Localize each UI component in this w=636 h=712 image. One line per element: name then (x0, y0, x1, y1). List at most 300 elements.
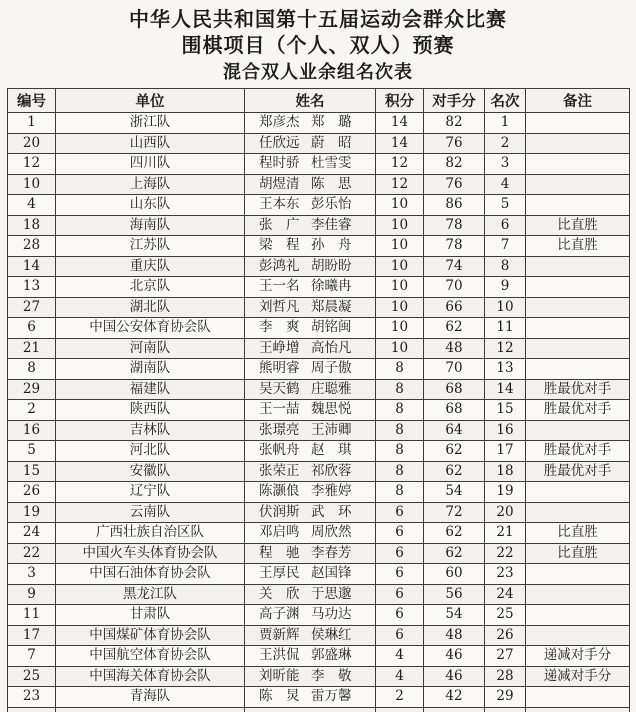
table-row (8, 646, 630, 667)
cell-number: 8 (8, 359, 56, 380)
cell-remark: 递减对手分 (526, 666, 630, 687)
cell-opponent-score: 76 (424, 174, 485, 195)
table-row (8, 605, 630, 626)
cell-number: 10 (8, 174, 56, 195)
cell-unit: 陕西队 (56, 400, 245, 421)
table-row (8, 523, 630, 544)
player1-name: 张璟亮 (259, 421, 300, 438)
table-row (8, 195, 630, 216)
cell-number: 6 (8, 318, 56, 339)
cell-unit: 中国煤矿体育协会队 (56, 625, 245, 646)
cell-rank: 15 (485, 400, 526, 421)
player2-name: 胡盼盼 (310, 257, 352, 274)
cell-names (245, 420, 376, 441)
player1-name: 熊明睿 (259, 360, 300, 376)
cell-names (245, 502, 376, 523)
table-row (8, 379, 630, 400)
cell-number: 11 (8, 605, 56, 626)
cell-opponent-score: 76 (424, 133, 485, 154)
cell-rank: 6 (485, 215, 526, 236)
cell-number: 3 (8, 564, 56, 585)
cell-remark (526, 195, 630, 216)
cell-score: 14 (376, 113, 424, 134)
player2-name: 祁欣蓉 (310, 462, 352, 479)
cell-unit: 黑龙江队 (56, 584, 245, 605)
cell-remark (526, 502, 630, 523)
cell-opponent-score: 68 (424, 379, 485, 400)
cell-opponent-score: 56 (424, 584, 485, 605)
cell-unit: 中国海关体育协会队 (56, 666, 245, 687)
table-row-clipped (8, 707, 630, 712)
player1-name: 王一喆 (259, 401, 300, 417)
cell-score: 10 (376, 195, 424, 216)
player1-name: 刘昕能 (259, 667, 300, 684)
player1-name: 程驰 (259, 544, 300, 561)
table-row (8, 297, 630, 318)
cell-score: 8 (376, 400, 424, 421)
cell-names (245, 646, 376, 667)
cell-remark (526, 564, 630, 585)
table-row (8, 318, 630, 339)
table-row (8, 564, 630, 585)
player1-name: 吴天鹤 (259, 380, 300, 397)
table-row (8, 154, 630, 175)
cell-opponent-score: 42 (424, 687, 485, 708)
cell-remark: 比直胜 (526, 543, 630, 564)
player1-name: 王洪侃 (259, 647, 300, 663)
cell-remark (526, 256, 630, 277)
player2-name: 郑璐 (310, 114, 352, 130)
cell-names (245, 236, 376, 257)
player2-name: 郑晨凝 (310, 298, 352, 315)
cell-rank: 3 (485, 154, 526, 175)
col-header-names: 姓名 (245, 89, 376, 113)
cell-unit: 辽宁队 (56, 482, 245, 503)
col-header-unit: 单位 (56, 89, 245, 113)
cell-unit: 福建队 (56, 379, 245, 400)
player2-name: 雷万馨 (310, 688, 352, 704)
player1-name: 张广 (259, 216, 300, 233)
cell-number: 17 (8, 625, 56, 646)
cell-score: 12 (376, 174, 424, 195)
title-block (0, 6, 636, 85)
cell-score: 12 (376, 154, 424, 175)
cell-score: 6 (376, 625, 424, 646)
cell-opponent-score: 70 (424, 277, 485, 298)
player1-name: 梁程 (259, 237, 300, 253)
player1-name: 李爽 (259, 319, 300, 335)
table-row (8, 113, 630, 134)
cell-rank: 14 (485, 379, 526, 400)
table-row (8, 502, 630, 523)
cell-names (245, 133, 376, 154)
cell-names (245, 666, 376, 687)
cell-names (245, 707, 376, 712)
cell-score: 8 (376, 482, 424, 503)
cell-unit: 重庆队 (56, 256, 245, 277)
cell-names (245, 256, 376, 277)
player2-name: 侯琳红 (310, 626, 352, 643)
cell-unit: 山东队 (56, 195, 245, 216)
cell-names (245, 441, 376, 462)
player1-name: 伏润斯 (259, 503, 300, 520)
cell-score: 10 (376, 215, 424, 236)
cell-opponent-score: 82 (424, 113, 485, 134)
cell-rank: 4 (485, 174, 526, 195)
player1-name: 张帆舟 (259, 442, 300, 458)
cell-score: 2 (376, 687, 424, 708)
cell-remark (526, 359, 630, 380)
cell-remark (526, 277, 630, 298)
cell-number: 25 (8, 666, 56, 687)
cell-unit: 河南队 (56, 338, 245, 359)
cell-names (245, 564, 376, 585)
cell-rank: 19 (485, 482, 526, 503)
player1-name: 高子渊 (259, 606, 300, 622)
table-row (8, 625, 630, 646)
cell-score: 4 (376, 646, 424, 667)
cell-opponent-score: 72 (424, 502, 485, 523)
player1-name: 郑彦杰 (259, 114, 300, 130)
col-header-opponent-score: 对手分 (424, 89, 485, 113)
document-title-line2: 围棋项目（个人、双人）预赛 (181, 33, 455, 57)
cell-remark: 比直胜 (526, 523, 630, 544)
cell-number: 13 (8, 277, 56, 298)
cell-score (376, 707, 424, 712)
player1-name: 王本东 (259, 196, 300, 212)
cell-score: 10 (376, 256, 424, 277)
cell-rank: 1 (485, 113, 526, 134)
table-row (8, 400, 630, 421)
table-row (8, 687, 630, 708)
table-row (8, 420, 630, 441)
player2-name: 蔚昭 (310, 134, 352, 151)
cell-unit: 海南队 (56, 215, 245, 236)
cell-rank: 22 (485, 543, 526, 564)
cell-opponent-score: 86 (424, 195, 485, 216)
cell-unit: 安徽队 (56, 461, 245, 482)
cell-unit: 浙江队 (56, 113, 245, 134)
col-header-score: 积分 (376, 89, 424, 113)
cell-score: 6 (376, 564, 424, 585)
cell-unit: 吉林队 (56, 420, 245, 441)
cell-remark (526, 420, 630, 441)
cell-number: 19 (8, 502, 56, 523)
cell-opponent-score: 62 (424, 543, 485, 564)
cell-score: 10 (376, 318, 424, 339)
player2-name: 赵琪 (310, 442, 352, 458)
cell-number: 7 (8, 646, 56, 667)
cell-names (245, 174, 376, 195)
table-body (8, 113, 630, 712)
cell-opponent-score: 60 (424, 564, 485, 585)
cell-remark (526, 707, 630, 712)
cell-remark (526, 482, 630, 503)
cell-remark (526, 297, 630, 318)
cell-opponent-score: 78 (424, 215, 485, 236)
player2-name: 徐曦冉 (310, 278, 352, 294)
player2-name: 孙舟 (310, 237, 352, 253)
player2-name: 马功达 (310, 606, 352, 622)
player2-name: 于思邈 (310, 585, 352, 602)
cell-remark: 胜最优对手 (526, 461, 630, 482)
cell-score: 10 (376, 338, 424, 359)
player1-name: 关欣 (259, 585, 300, 602)
cell-rank: 7 (485, 236, 526, 257)
cell-rank: 16 (485, 420, 526, 441)
cell-remark: 比直胜 (526, 215, 630, 236)
cell-number: 1 (8, 113, 56, 134)
document-title-line1: 中华人民共和国第十五届运动会群众比赛 (129, 7, 507, 31)
cell-unit: 湖南队 (56, 359, 245, 380)
cell-unit: 广西壮族自治区队 (56, 523, 245, 544)
col-header-number: 编号 (8, 89, 56, 113)
cell-names (245, 297, 376, 318)
cell-opponent-score (424, 707, 485, 712)
cell-number: 20 (8, 133, 56, 154)
cell-opponent-score: 48 (424, 625, 485, 646)
cell-unit: 云南队 (56, 502, 245, 523)
cell-rank: 24 (485, 584, 526, 605)
cell-rank: 12 (485, 338, 526, 359)
table-row (8, 543, 630, 564)
cell-unit: 青海队 (56, 687, 245, 708)
player1-name: 王峥增 (259, 339, 300, 356)
player1-name: 王厚民 (259, 565, 300, 581)
cell-number: 26 (8, 482, 56, 503)
table-header-row (8, 89, 630, 113)
table-row (8, 174, 630, 195)
cell-opponent-score: 78 (424, 236, 485, 257)
cell-rank: 18 (485, 461, 526, 482)
cell-unit: 中国火车头体育协会队 (56, 543, 245, 564)
cell-remark: 比直胜 (526, 236, 630, 257)
cell-unit: 四川队 (56, 154, 245, 175)
cell-opponent-score: 54 (424, 605, 485, 626)
player1-name: 贾新辉 (259, 626, 300, 643)
ranking-table (7, 88, 630, 712)
cell-unit: 中国公安体育协会队 (56, 318, 245, 339)
cell-opponent-score: 82 (424, 154, 485, 175)
cell-number: 18 (8, 215, 56, 236)
player2-name: 李佳睿 (310, 216, 352, 233)
player2-name: 王沛卿 (310, 421, 352, 438)
cell-remark (526, 318, 630, 339)
cell-names (245, 113, 376, 134)
player1-name: 程时骄 (259, 155, 300, 171)
cell-names (245, 359, 376, 380)
cell-number: 29 (8, 379, 56, 400)
cell-remark (526, 625, 630, 646)
cell-score: 10 (376, 297, 424, 318)
cell-opponent-score: 62 (424, 461, 485, 482)
cell-names (245, 154, 376, 175)
player1-name: 胡煜清 (259, 175, 300, 192)
player2-name: 李敬 (310, 667, 352, 684)
cell-score: 6 (376, 502, 424, 523)
col-header-rank: 名次 (485, 89, 526, 113)
cell-opponent-score: 64 (424, 420, 485, 441)
cell-names (245, 625, 376, 646)
cell-remark (526, 154, 630, 175)
cell-rank: 21 (485, 523, 526, 544)
table-row (8, 236, 630, 257)
cell-remark (526, 584, 630, 605)
cell-rank: 20 (485, 502, 526, 523)
player2-name: 高怡凡 (310, 339, 352, 356)
cell-names (245, 687, 376, 708)
player2-name: 赵国锋 (310, 565, 352, 581)
cell-names (245, 543, 376, 564)
player2-name: 郭盛琳 (310, 647, 352, 663)
cell-rank: 26 (485, 625, 526, 646)
cell-rank: 17 (485, 441, 526, 462)
table-row (8, 359, 630, 380)
cell-rank: 13 (485, 359, 526, 380)
cell-number: 2 (8, 400, 56, 421)
cell-rank: 28 (485, 666, 526, 687)
cell-remark (526, 687, 630, 708)
cell-names (245, 523, 376, 544)
cell-names (245, 400, 376, 421)
table-row (8, 338, 630, 359)
cell-opponent-score: 46 (424, 646, 485, 667)
cell-score: 6 (376, 523, 424, 544)
table-row (8, 482, 630, 503)
player1-name: 陈灏俍 (259, 483, 300, 499)
cell-score: 8 (376, 420, 424, 441)
player2-name: 李雅婷 (310, 483, 352, 499)
table-row (8, 215, 630, 236)
player1-name: 王一名 (259, 278, 300, 294)
cell-number: 27 (8, 297, 56, 318)
cell-score: 10 (376, 236, 424, 257)
cell-unit (56, 707, 245, 712)
cell-number: 24 (8, 523, 56, 544)
player2-name: 杜雪雯 (310, 155, 352, 171)
cell-opponent-score: 62 (424, 523, 485, 544)
cell-score: 8 (376, 441, 424, 462)
cell-remark (526, 133, 630, 154)
cell-names (245, 277, 376, 298)
player2-name: 彭乐怡 (310, 196, 352, 212)
cell-names (245, 195, 376, 216)
cell-names (245, 318, 376, 339)
cell-rank: 23 (485, 564, 526, 585)
cell-remark: 递减对手分 (526, 646, 630, 667)
cell-rank: 11 (485, 318, 526, 339)
cell-score: 8 (376, 359, 424, 380)
cell-number: 15 (8, 461, 56, 482)
cell-names (245, 584, 376, 605)
cell-number: 14 (8, 256, 56, 277)
cell-rank: 9 (485, 277, 526, 298)
cell-remark: 胜最优对手 (526, 441, 630, 462)
cell-names (245, 379, 376, 400)
player2-name: 武环 (310, 503, 352, 520)
cell-opponent-score: 62 (424, 441, 485, 462)
cell-remark (526, 605, 630, 626)
player2-name: 陈思 (310, 175, 352, 192)
player1-name: 彭鸿礼 (259, 257, 300, 274)
cell-unit: 山西队 (56, 133, 245, 154)
cell-score: 14 (376, 133, 424, 154)
cell-unit: 江苏队 (56, 236, 245, 257)
cell-rank: 27 (485, 646, 526, 667)
table-row (8, 277, 630, 298)
cell-number: 23 (8, 687, 56, 708)
player2-name: 周欣然 (310, 524, 352, 540)
player2-name: 魏思悦 (310, 401, 352, 417)
cell-unit: 中国石油体育协会队 (56, 564, 245, 585)
cell-number (8, 707, 56, 712)
player1-name: 张荣正 (259, 462, 300, 479)
player1-name: 任欣远 (259, 134, 300, 151)
cell-unit: 湖北队 (56, 297, 245, 318)
player1-name: 邓启鸣 (259, 524, 300, 540)
cell-remark: 胜最优对手 (526, 400, 630, 421)
cell-score: 8 (376, 379, 424, 400)
player1-name: 陈炅 (259, 688, 300, 704)
cell-rank: 10 (485, 297, 526, 318)
cell-number: 4 (8, 195, 56, 216)
cell-number: 16 (8, 420, 56, 441)
cell-names (245, 338, 376, 359)
table-row (8, 441, 630, 462)
cell-number: 22 (8, 543, 56, 564)
table-row (8, 666, 630, 687)
cell-opponent-score: 68 (424, 400, 485, 421)
table-row (8, 584, 630, 605)
cell-opponent-score: 70 (424, 359, 485, 380)
player2-name: 庄聪雅 (310, 380, 352, 397)
cell-names (245, 215, 376, 236)
cell-unit: 中国航空体育协会队 (56, 646, 245, 667)
player2-name: 李春芳 (310, 544, 352, 561)
cell-opponent-score: 46 (424, 666, 485, 687)
cell-rank: 2 (485, 133, 526, 154)
document-title-line3: 混合双人业余组名次表 (223, 62, 413, 83)
cell-number: 9 (8, 584, 56, 605)
cell-number: 28 (8, 236, 56, 257)
cell-rank: 29 (485, 687, 526, 708)
player2-name: 周子傲 (310, 360, 352, 376)
cell-unit: 河北队 (56, 441, 245, 462)
cell-rank: 8 (485, 256, 526, 277)
cell-number: 12 (8, 154, 56, 175)
cell-remark: 胜最优对手 (526, 379, 630, 400)
cell-unit: 甘肃队 (56, 605, 245, 626)
cell-remark (526, 338, 630, 359)
cell-names (245, 461, 376, 482)
table-row (8, 133, 630, 154)
cell-names (245, 605, 376, 626)
table-row (8, 461, 630, 482)
table-row (8, 256, 630, 277)
cell-score: 4 (376, 666, 424, 687)
player2-name: 胡铭闽 (310, 319, 352, 335)
cell-score: 6 (376, 584, 424, 605)
cell-rank (485, 707, 526, 712)
cell-score: 6 (376, 605, 424, 626)
cell-opponent-score: 62 (424, 318, 485, 339)
cell-opponent-score: 48 (424, 338, 485, 359)
cell-number: 21 (8, 338, 56, 359)
cell-rank: 25 (485, 605, 526, 626)
cell-rank: 5 (485, 195, 526, 216)
cell-opponent-score: 54 (424, 482, 485, 503)
player1-name: 刘哲凡 (259, 298, 300, 315)
